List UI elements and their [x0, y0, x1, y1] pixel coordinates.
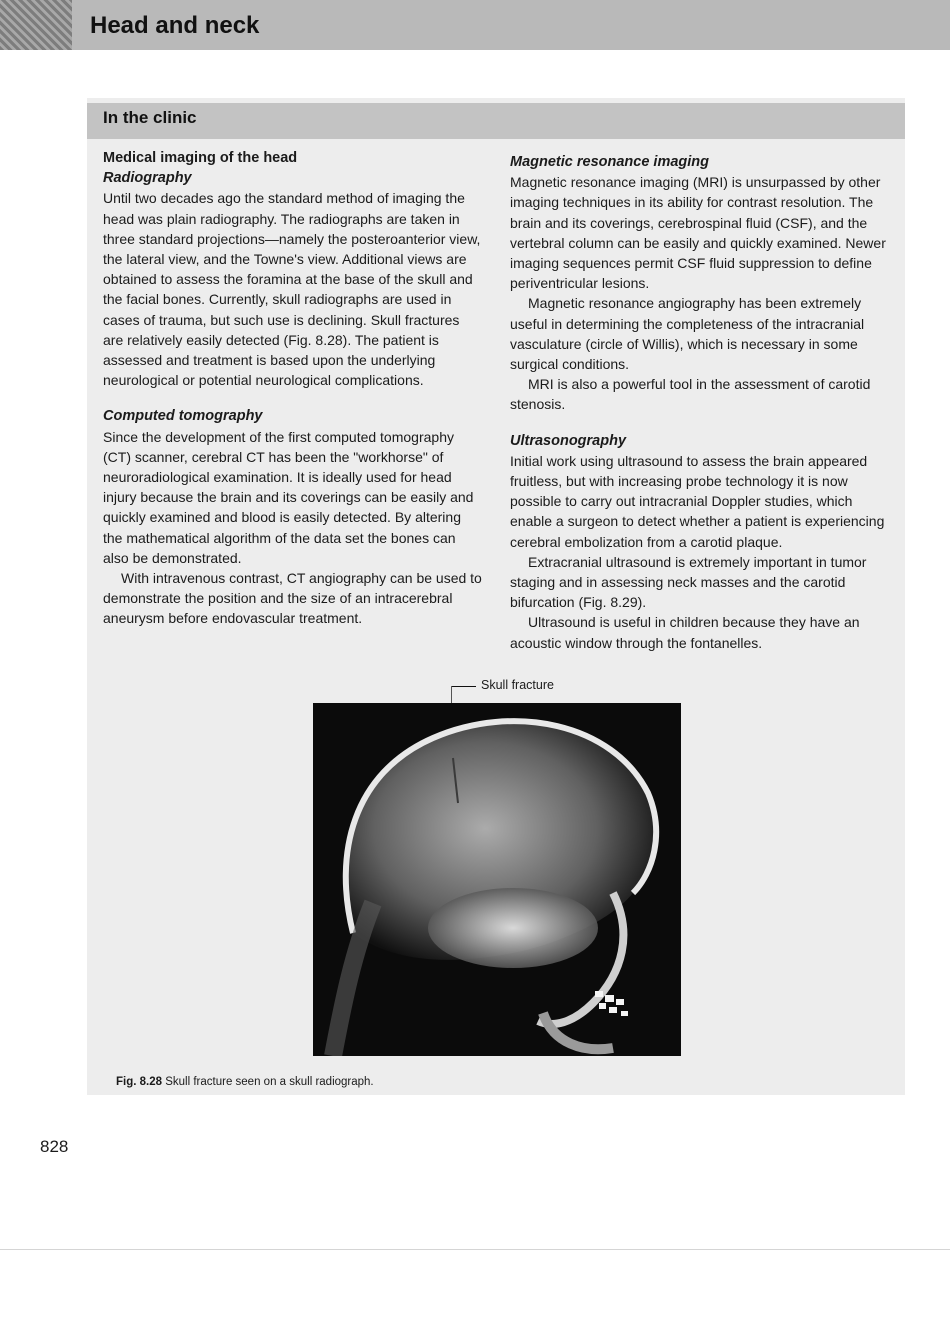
mri-text-1: Magnetic resonance imaging (MRI) is unsurpassed by other imaging techniques in its ability for contrast resolution. The brain and its coverings, cerebrospinal fluid (CSF), and the vertebral column can be easily and quickly examined. Newer imaging sequences permit CSF fluid suppression to define periventricular lesions. [510, 174, 886, 292]
ct-text-1: Since the development of the first computed tomography (CT) scanner, cerebral CT has been the "workhorse" of neuroradiological examination. It is ideally used for head injury because the brain and its coverings can be easily and quickly examined and blood is easily detected. By altering the mathematical algorithm of the data set the bones can also be demonstrated. [103, 428, 474, 566]
page-number: 828 [40, 1137, 69, 1156]
clinic-header-bar [87, 103, 905, 139]
figure-caption [116, 1076, 374, 1088]
figure-caption-text: Skull fracture seen on a skull radiograph. [165, 1076, 374, 1088]
chapter-title: Head and neck [90, 12, 260, 39]
figure-caption-number: Fig. 8.28 [116, 1076, 163, 1088]
skull-radiograph [313, 703, 681, 1056]
section-title: Medical imaging of the head [103, 150, 298, 166]
header-decoration [0, 0, 72, 50]
mri-text-3: MRI is also a powerful tool in the assessment of carotid stenosis. [510, 376, 871, 413]
figure-label-leader [451, 686, 476, 687]
bottom-rule [0, 1249, 950, 1250]
mri-title: Magnetic resonance imaging [510, 154, 710, 170]
figure-label: Skull fracture [481, 678, 554, 692]
ct-title: Computed tomography [103, 408, 263, 425]
us-text-1: Initial work using ultrasound to assess the brain appeared fruitless, but with increasing probe technology it is now possible to carry out intracranial Doppler studies, which enable a surgeon to detect whether a patient is experiencing cerebral embolization from a carotid plaque. [510, 452, 885, 550]
right-column [510, 148, 890, 653]
clinic-box-title: In the clinic [103, 108, 197, 127]
left-column [103, 148, 483, 629]
us-text-3: Ultrasound is useful in children because they have an acoustic window through the fontanelles. [510, 614, 860, 651]
ct-text-2: With intravenous contrast, CT angiography can be used to demonstrate the position and the size of an intracerebral aneurysm before endovascular treatment. [103, 570, 482, 627]
us-text-2: Extracranial ultrasound is extremely important in tumor staging and in assessing neck masses and the carotid bifurcation (Fig. 8.29). [510, 553, 867, 611]
radiography-text: Until two decades ago the standard method of imaging the head was plain radiography. The radiographs are taken in three standard projections—namely the posteroanterior view, the lateral view, and the Towne's view. Additional views are obtained to assess the foramina at the base of the skull and the facial bones. Currently, skull radiographs are used in cases of trauma, but such use is declining. Skull fractures are relatively easily detected (Fig. 8.28). The patient is assessed and treatment is based upon the underlying neurological or potential neurological complications. [103, 190, 481, 389]
us-title: Ultrasonography [510, 432, 627, 449]
radiography-title: Radiography [103, 170, 192, 187]
mri-text-2: Magnetic resonance angiography has been extremely useful in determining the completeness of the intracranial vasculature (circle of Willis), which is necessary in some surgical conditions. [510, 295, 865, 373]
